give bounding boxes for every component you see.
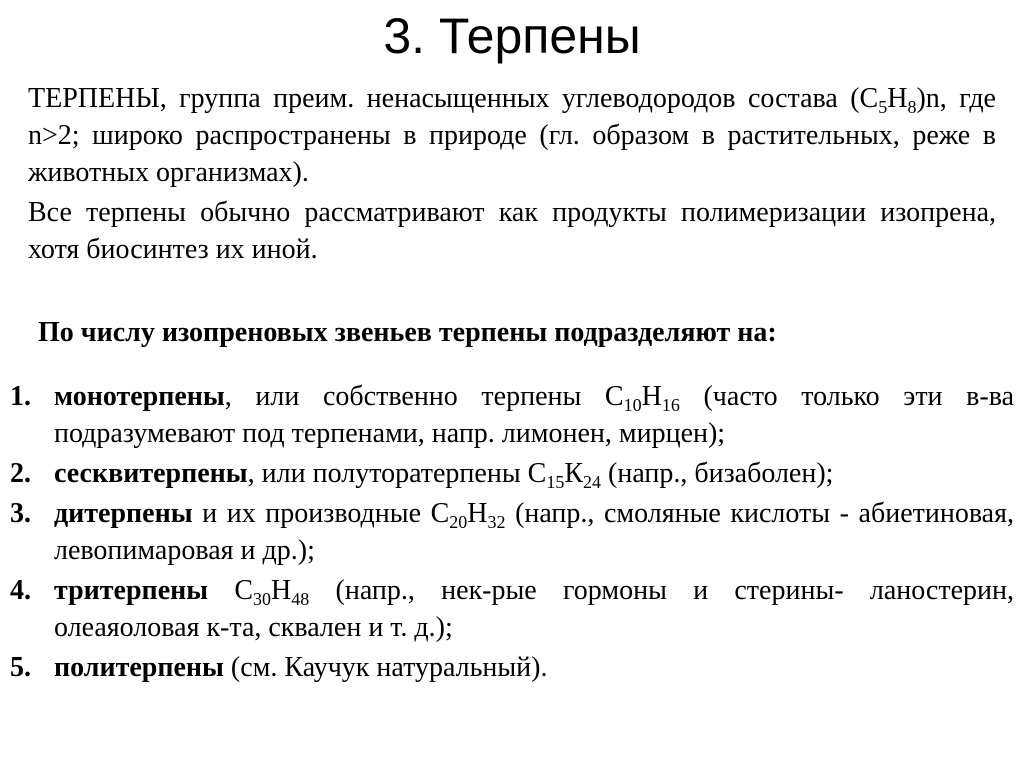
- definition-tail: )n, где n>2; широко распространены в природе (гл. образом в растительных, реже в животных организмах).: [28, 83, 996, 188]
- formula-element: К: [564, 458, 584, 489]
- page-title: 3. Терпены: [383, 8, 641, 64]
- list-item-term: дитерпены: [54, 498, 193, 529]
- list-item-text: и их производные C: [192, 498, 450, 529]
- formula-subscript: 48: [291, 589, 310, 609]
- list-item-number: 4.: [10, 575, 31, 606]
- formula-element: H: [641, 381, 662, 412]
- definition-lead: ТЕРПЕНЫ, группа преим. ненасыщенных углеводородов состава (C: [28, 83, 879, 114]
- list-item: [10, 495, 1014, 569]
- formula-subscript: 24: [583, 472, 602, 492]
- list-item: [10, 572, 1014, 646]
- list-item-term: сесквитерпены: [54, 458, 248, 489]
- classification-heading: По числу изопреновых звеньев терпены подразделяют на:: [38, 317, 777, 348]
- formula-subscript: 5: [878, 97, 888, 117]
- formula-subscript: 8: [907, 97, 917, 117]
- list-item-text: (напр., смоляные кислоты - абиетиновая, левопимаровая и др.);: [54, 498, 1014, 566]
- list-item-text: (напр., бизаболен);: [601, 458, 834, 489]
- list-item: [10, 455, 1014, 492]
- formula-subscript: 20: [449, 512, 468, 532]
- formula-element: H: [467, 498, 488, 529]
- list-item-term: тритерпены: [54, 575, 209, 606]
- list-item-term: монотерпены: [54, 381, 225, 412]
- formula-subscript: 30: [253, 589, 272, 609]
- terpene-classification-list: [10, 378, 1014, 689]
- formula-subscript: 10: [623, 395, 642, 415]
- formula-subscript: 16: [661, 395, 680, 415]
- formula-element: H: [887, 83, 908, 114]
- list-item-text: , или собственно терпены C: [224, 381, 624, 412]
- list-item-number: 5.: [10, 652, 31, 683]
- list-item-term: политерпены: [54, 652, 224, 683]
- list-item-text: C: [208, 575, 254, 606]
- list-item-text: (часто только эти в-ва подразумевают под терпенами, напр. лимонен, мирцен);: [54, 381, 1014, 449]
- intro-paragraph-polymerization: Все терпены обычно рассматривают как продукты полимеризации изопрена, хотя биосинтез их иной.: [28, 197, 996, 265]
- formula-element: H: [271, 575, 292, 606]
- intro-paragraph-definition: [28, 80, 996, 191]
- list-item: [10, 649, 1014, 686]
- formula-subscript: 32: [487, 512, 506, 532]
- list-item: [10, 378, 1014, 452]
- list-item-text: (см. Каучук натуральный).: [223, 652, 548, 683]
- list-item-text: , или полуторатерпены C: [247, 458, 547, 489]
- list-item-text: (напр., нек-рые гормоны и стерины- ланостерин, олеаяоловая к-та, сквален и т. д.);: [54, 575, 1014, 643]
- list-item-number: 1.: [10, 381, 31, 412]
- intro-text: [28, 80, 996, 271]
- formula-subscript: 15: [546, 472, 565, 492]
- list-item-number: 2.: [10, 458, 31, 489]
- list-item-number: 3.: [10, 498, 31, 529]
